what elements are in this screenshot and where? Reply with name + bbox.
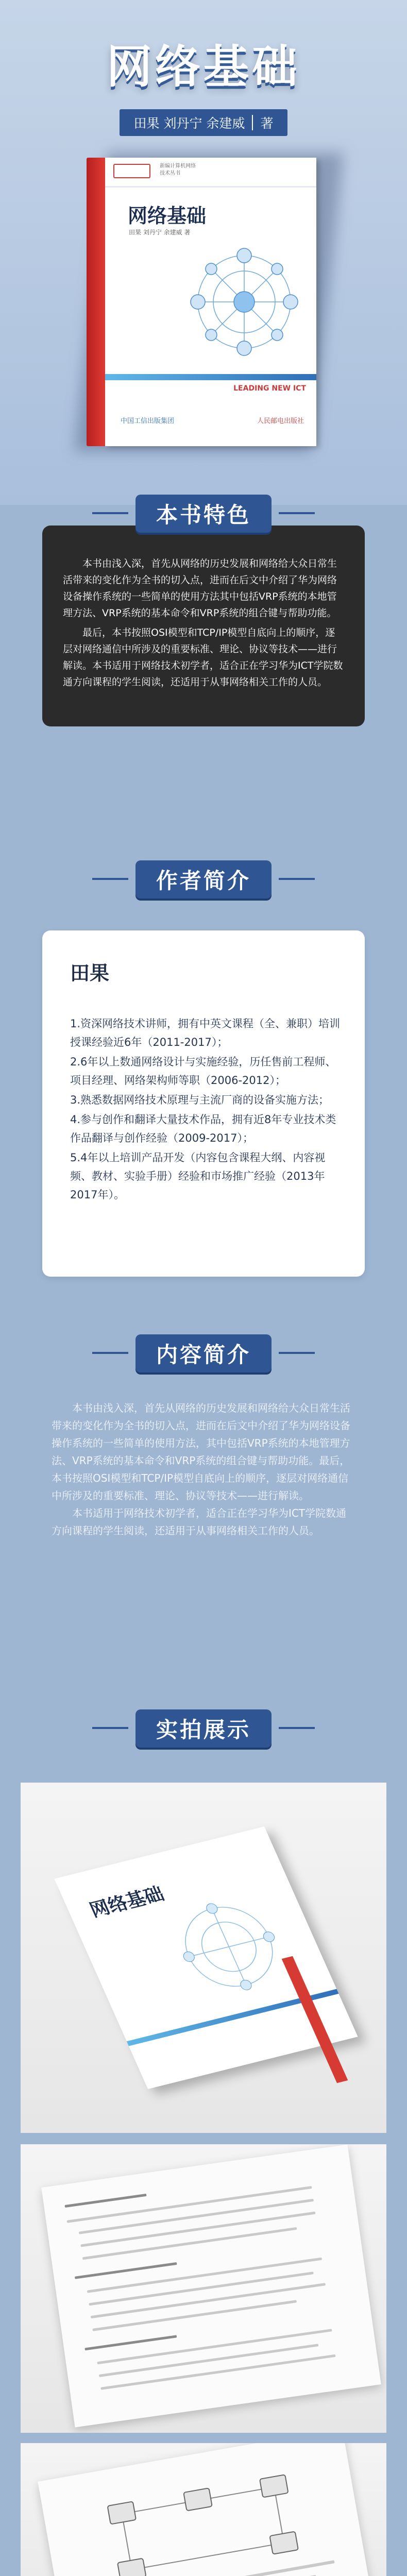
cover-series-band (105, 158, 316, 188)
author-name: 田果 (70, 962, 110, 985)
cover-title: 网络基础 (128, 205, 207, 227)
cover-accent-bar (105, 374, 316, 380)
photo-book-cover (21, 1783, 386, 2133)
features-section-title: 本书特色 (135, 495, 272, 533)
hero-title: 网络基础 (106, 40, 300, 93)
cover-publisher: 人民邮电出版社 (257, 417, 304, 425)
hero-banner (0, 0, 407, 505)
cover-slogan: LEADING NEW ICT (233, 384, 306, 393)
author-card (42, 930, 365, 1277)
intro-text (52, 1399, 355, 1539)
photo-diagram-page (21, 2443, 386, 2576)
cover-authors: 田果 刘丹宁 余建威 著 (129, 229, 191, 236)
features-card (42, 526, 365, 726)
author-bar (120, 109, 287, 136)
author-names: 田果 刘丹宁 余建威 (133, 116, 245, 131)
author-section-title: 作者简介 (135, 860, 272, 899)
photo-network-art-icon (152, 1885, 305, 2008)
photo-book-title: 网络基础 (87, 1884, 167, 1921)
author-role: 著 (260, 116, 274, 131)
intro-section-title: 内容简介 (135, 1334, 272, 1372)
photos-section-title: 实拍展示 (135, 1709, 272, 1748)
cover-series-text: 新编计算机网络 技术丛书 (160, 163, 196, 176)
series-logo-icon (113, 164, 150, 178)
list-item: 2.6年以上数通网络设计与实施经验，历任售前工程师、项目经理、网络架构师等职（2006-2012）； (70, 1056, 336, 1087)
book-cover-image (105, 158, 316, 446)
list-item: 3.熟悉数据网络技术原理与主流厂商的设备实施方法； (70, 1094, 330, 1106)
cover-publisher-group: 中国工信出版集团 (121, 417, 175, 425)
author-credentials-list (70, 1014, 341, 1204)
photo-contents-page (21, 2144, 386, 2433)
author-separator (252, 115, 253, 130)
features-paragraph-2: 最后，本书按照OSI模型和TCP/IP模型自底向上的顺序，逐层对网络通信中所涉及的重要标准、理论、协议等技术——进行解读。本书适用于网络技术初学者，适合正在学习华为ICT学院数通方向课程的学生阅读，还适用于从事网络相关工作的人员。 (63, 627, 343, 688)
list-item: 5.4年以上培训产品开发（内容包含课程大纲、内容视频、教材、实验手册）经验和市场推广经验（2013年2017年）。 (70, 1151, 326, 1201)
intro-paragraph-1: 本书由浅入深，首先从网络的历史发展和网络给大众日常生活带来的变化作为全书的切入点，进而在后文中介绍了华为网络设备操作系统的一些简单的使用方法，其中包括VRP系统的本地管理方法、VRP系统的基本命令和VRP系统的组合键与帮助功能。最后，本书按照OSI模型和TCP/IP模型自底向上的顺序，逐层对网络通信中所涉及的重要标准、理论、协议等技术——进行解读。 (52, 1402, 350, 1502)
book-spine (87, 158, 105, 446)
photo-contents-image (41, 2145, 381, 2428)
list-item: 4.参与创作和翻译大量技术作品，拥有近8年专业技术类作品翻译与创作经验（2009-2017）； (70, 1113, 336, 1144)
list-item: 1.资深网络技术讲师，拥有中英文课程（全、兼职）培训授课经验近6年（2011-2017）； (70, 1018, 341, 1048)
features-paragraph-1: 本书由浅入深，首先从网络的历史发展和网络给大众日常生活带来的变化作为全书的切入点，进而在后文中介绍了华为网络设备操作系统的一些简单的使用方法其中包括VRP系统的本地管理方法、VRP系统的基本命令和VRP系统的组合键与帮助功能。 (63, 558, 337, 619)
intro-paragraph-2: 本书适用于网络技术初学者，适合正在学习华为ICT学院数通方向课程的学生阅读，还适用于从事网络相关工作的人员。 (52, 1507, 347, 1537)
network-art-icon (177, 240, 311, 364)
